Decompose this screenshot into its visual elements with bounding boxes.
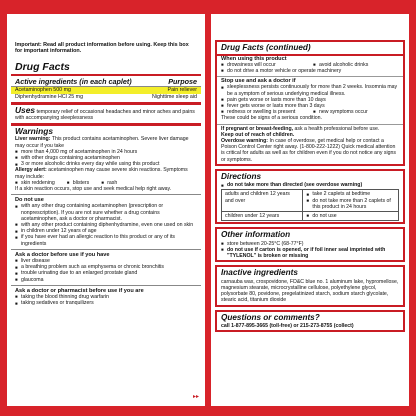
- left-panel: [7, 14, 205, 406]
- uses-text: temporary relief of occasional headaches and minor aches and pains with accompanying sleeplessness: [15, 108, 195, 122]
- questions-title: Questions or comments?: [221, 312, 320, 322]
- inactive-ingredients-text: carnauba wax, crospovidone, FD&C blue no. 1 aluminum lake, hypromellose, magnesium stearate, microcrystalline cellulose, polyethylene glycol, polysorbate 80, povidone, pregelatinized starch, sodium starch glycolate, stearic acid, titanium dioxide: [221, 278, 399, 304]
- list-item: ■ glaucoma: [15, 277, 197, 283]
- uses-section: [7, 105, 205, 123]
- drug-facts-header: [11, 59, 201, 102]
- ingredient-name: Diphenhydramine HCl 25 mg: [15, 94, 84, 101]
- ask-pharmacist-title: Ask a doctor or pharmacist before use if you are: [15, 287, 144, 294]
- table-cell: children under 12 years: [222, 212, 303, 221]
- ask-doctor-section: [7, 251, 205, 284]
- when-using-section: [217, 56, 403, 76]
- table-row: [222, 190, 399, 212]
- list-item: ■ new symptoms occur: [313, 109, 399, 115]
- list-item: ■ pain gets worse or lasts more than 10 days: [221, 97, 399, 103]
- list-item: ■ take 2 caplets at bedtime: [306, 191, 395, 197]
- table-cell: adults and children 12 years and over: [222, 190, 303, 212]
- active-ingredients-header: [11, 76, 201, 87]
- list-item: ■ liver disease: [15, 258, 197, 264]
- list-item: ■ with any other product containing diphenhydramine, even one used on skin: [15, 222, 197, 228]
- overdose-label: Overdose warning:: [221, 137, 268, 144]
- section-divider: [11, 249, 201, 250]
- ingredient-row: [11, 94, 201, 101]
- list-item: ■ trouble urinating due to an enlarged prostate gland: [15, 270, 197, 276]
- inactive-ingredients-title: Inactive ingredients: [221, 268, 298, 278]
- keep-out-of-reach: Keep out of reach of children.: [221, 131, 295, 138]
- list-item: ■ taking sedatives or tranquilizers: [15, 300, 197, 306]
- purpose-label: Purpose: [168, 76, 197, 86]
- other-information-section: [217, 241, 403, 261]
- list-item: ■ more than 4,000 mg of acetaminophen in 24 hours: [15, 149, 197, 155]
- pregnancy-label: If pregnant or breast-feeding,: [221, 125, 294, 132]
- inactive-ingredients-box: [215, 265, 405, 306]
- do-not-use-section: [7, 196, 205, 248]
- directions-section: [217, 182, 403, 222]
- list-item: ■ store between 20-25°C (68-77°F): [221, 241, 399, 247]
- list-item: ■ in children under 12 years of age: [15, 228, 197, 234]
- pregnancy-section: [217, 126, 403, 164]
- directions-title: Directions: [221, 171, 262, 181]
- intro-notice: Important: Read all product information before using. Keep this box for important information.: [15, 42, 189, 55]
- pregnancy-text: ask a health professional before use.: [294, 125, 380, 132]
- continue-arrow-icon: ▸▸: [192, 394, 199, 400]
- ask-pharmacist-list: [15, 294, 197, 306]
- directions-box: [215, 169, 405, 225]
- list-item: ■ with other drugs containing acetaminophen: [15, 155, 197, 161]
- uses-title: Uses: [15, 104, 36, 115]
- ingredient-row: [11, 87, 201, 94]
- do-not-use-list: [15, 203, 197, 246]
- liver-warning-text: This product contains acetaminophen. Severe liver damage may occur if you take: [15, 136, 189, 149]
- list-item: ■ redness or swelling is present: [221, 109, 307, 115]
- list-item: ■ do not drive a motor vehicle or operate machinery: [221, 68, 399, 74]
- other-information-box: [215, 227, 405, 262]
- list-item: ■ do not take more than 2 caplets of this product in 24 hours: [306, 198, 395, 210]
- ingredient-purpose: Nighttime sleep aid: [151, 94, 197, 101]
- list-item: ■ do not use if carton is opened, or if foil inner seal imprinted with "TYLENOL" is broken or missing: [221, 247, 399, 259]
- list-item: ■ do not take more than directed (see overdose warning): [221, 182, 399, 188]
- list-item: ■ if you have ever had an allergic reaction to this product or any of its ingredients: [15, 234, 197, 246]
- list-item: ■ drowsiness will occur: [221, 62, 307, 68]
- stop-use-after-text: These could be signs of a serious condition.: [221, 115, 322, 122]
- list-item: ■ blisters: [67, 180, 89, 186]
- list-item: ■ a breathing problem such as emphysema or chronic bronchitis: [15, 264, 197, 270]
- questions-text: call 1-877-895-3665 (toll-free) or 215-273-8755 (collect): [221, 323, 354, 330]
- warnings-title: Warnings: [15, 125, 54, 136]
- overdose-text: In case of overdose, get medical help or contact a Poison Control Center right away. (1-800-222-1222) Quick medical attention is critical for adults as well as for children even if you do not notice any signs or symptoms.: [221, 137, 397, 163]
- allergy-after-text: If a skin reaction occurs, stop use and seek medical help right away.: [15, 186, 172, 193]
- when-using-title: When using this product: [221, 55, 287, 62]
- ingredient-purpose: Pain reliever: [167, 87, 197, 94]
- list-item: ■ fever gets worse or lasts more than 3 days: [221, 103, 399, 109]
- list-item: ■ 3 or more alcoholic drinks every day while using this product: [15, 161, 197, 167]
- other-information-title: Other information: [221, 230, 291, 240]
- allergy-alert-text: acetaminophen may cause severe skin reactions. Symptoms may include:: [15, 167, 188, 180]
- ask-doctor-list: [15, 258, 197, 283]
- list-item: ■ rash: [101, 180, 117, 186]
- warnings-continued-box: [215, 40, 405, 166]
- right-panel: [211, 14, 409, 406]
- list-item: ■ do not use: [306, 213, 395, 219]
- ask-doctor-title: Ask a doctor before use if you have: [15, 251, 110, 258]
- drug-facts-continued-title: Drug Facts (continued): [217, 42, 403, 56]
- drug-facts-title: Drug Facts: [11, 59, 201, 76]
- liver-warning-list: [15, 149, 197, 168]
- table-row: [222, 212, 399, 221]
- active-ingredients-label: Active ingredients (in each caplet): [15, 76, 132, 86]
- stop-use-title: Stop use and ask a doctor if: [221, 78, 296, 85]
- do-not-use-title: Do not use: [15, 197, 44, 204]
- list-item: ■ sleeplessness persists continuously for more than 2 weeks. Insomnia may be a symptom of serious underlying medical illness.: [221, 84, 399, 96]
- list-item: ■ taking the blood thinning drug warfarin: [15, 294, 197, 300]
- table-cell: [303, 190, 399, 212]
- stop-use-section: [217, 78, 403, 122]
- section-divider: [11, 285, 201, 286]
- questions-box: [215, 310, 405, 333]
- ingredient-name: Acetaminophen 500 mg: [15, 87, 71, 94]
- liver-warning-label: Liver warning:: [15, 136, 51, 143]
- ask-pharmacist-section: [7, 287, 205, 308]
- list-item: ■ with any other drug containing acetaminophen (prescription or nonprescription). If you are not sure whether a drug contains acetaminophen, ask a doctor or pharmacist.: [15, 203, 197, 222]
- divider: [217, 124, 403, 125]
- list-item: ■ avoid alcoholic drinks: [313, 62, 399, 68]
- directions-table: [221, 189, 399, 221]
- divider: [217, 76, 403, 77]
- warnings-section: [7, 126, 205, 193]
- table-cell: [303, 212, 399, 221]
- allergy-alert-label: Allergy alert:: [15, 167, 47, 174]
- list-item: ■ skin reddening: [15, 180, 55, 186]
- section-divider: [11, 194, 201, 195]
